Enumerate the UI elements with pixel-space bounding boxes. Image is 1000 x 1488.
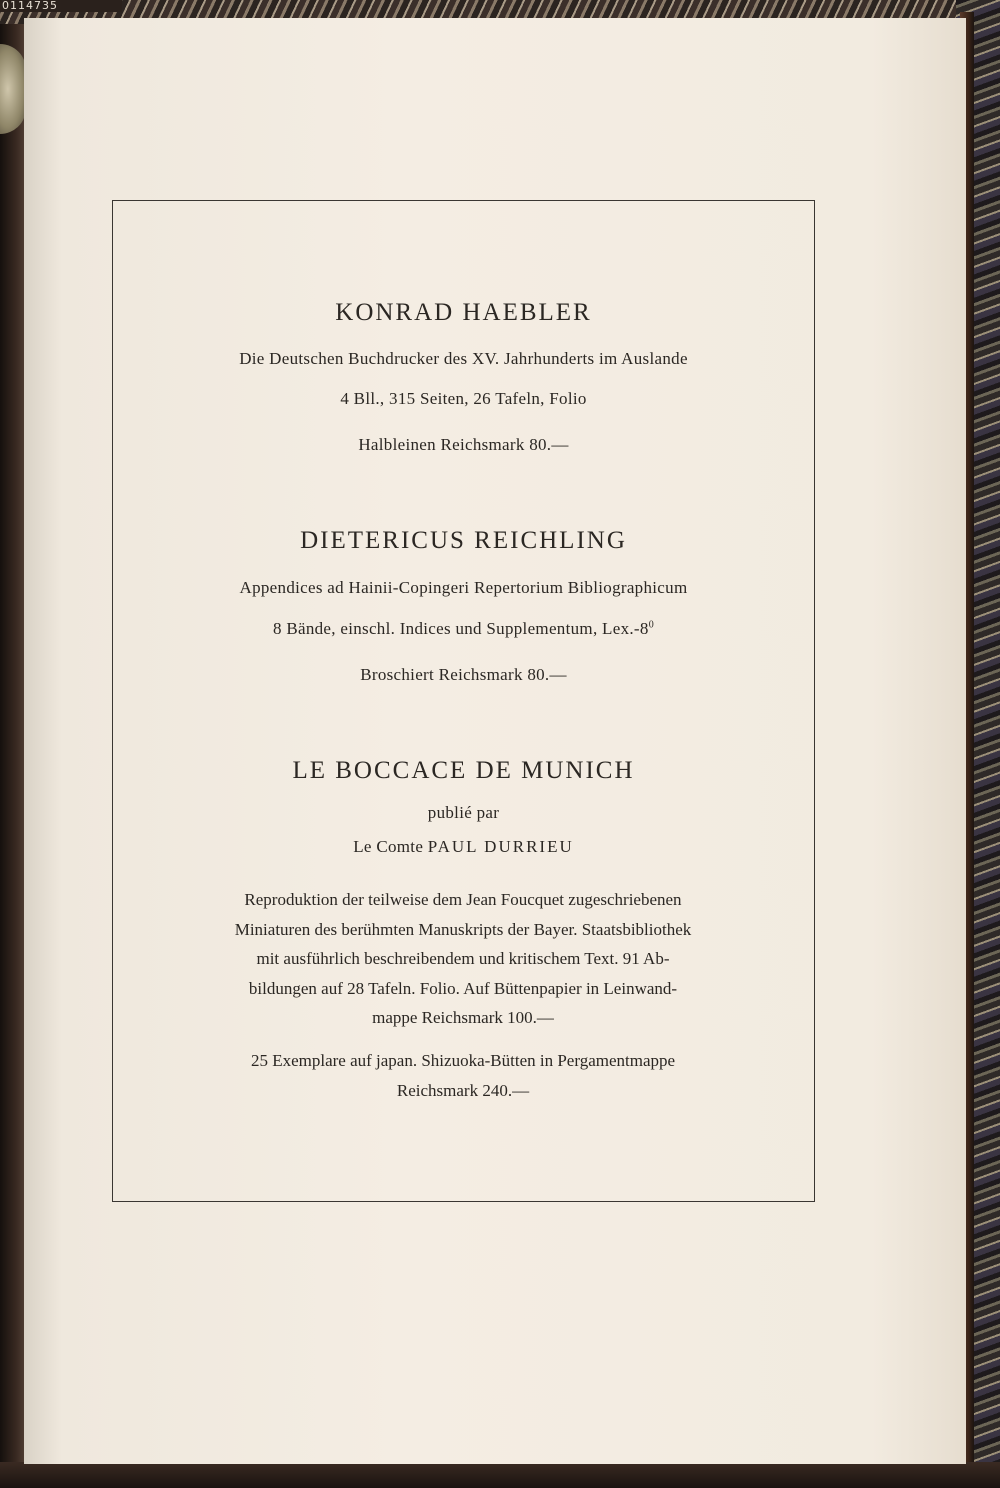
boccace-published-by: publié par [427,803,500,822]
boccace-special-edition [213,1046,713,1105]
reichling-heading: DIETERICUS REICHLING [300,527,627,554]
boccace-author [113,837,814,857]
boccace-author-name: PAUL DURRIEU [427,837,574,856]
reichling-details-superscript: 0 [648,619,654,631]
reichling-details-text: 8 Bände, einschl. Indices und Supplementum, Lex.-8 [272,619,649,638]
description-line: Miniaturen des berühmten Manuskripts der Bayer. Staatsbibliothek [234,919,692,939]
haebler-details: 4 Bll., 315 Seiten, 26 Tafeln, Folio [340,389,587,408]
reichling-title: Appendices ad Hainii-Copingeri Repertorium Bibliographicum [239,578,688,597]
boccace-description [213,885,713,1033]
bottom-edge [0,1462,1000,1488]
special-edition-line: 25 Exemplare auf japan. Shizuoka-Bütten in Pergamentmappe [250,1051,676,1070]
binding-headband [0,44,26,134]
special-edition-line: Reichsmark 240.— [396,1080,530,1100]
description-line: mit ausführlich beschreibendem und kritischem Text. 91 Ab- [256,949,670,968]
haebler-title: Die Deutschen Buchdrucker des XV. Jahrhunderts im Auslande [239,349,688,368]
boccace-heading: LE BOCCACE DE MUNICH [292,757,635,784]
description-line: mappe Reichsmark 100.— [372,1008,554,1027]
boccace-author-prefix: Le Comte [353,837,424,856]
book-page [24,18,966,1464]
reichling-details [113,619,814,639]
description-line: bildungen auf 28 Tafeln. Folio. Auf Büttenpapier in Leinwand- [248,978,678,998]
description-line: Reproduktion der teilweise dem Jean Foucquet zugeschriebenen [244,890,682,909]
advertisement-frame [112,200,815,1202]
reichling-price: Broschiert Reichsmark 80.— [360,665,567,684]
haebler-price: Halbleinen Reichsmark 80.— [358,435,569,454]
haebler-heading: KONRAD HAEBLER [335,299,592,326]
library-stamp: 0114735 [0,0,122,12]
